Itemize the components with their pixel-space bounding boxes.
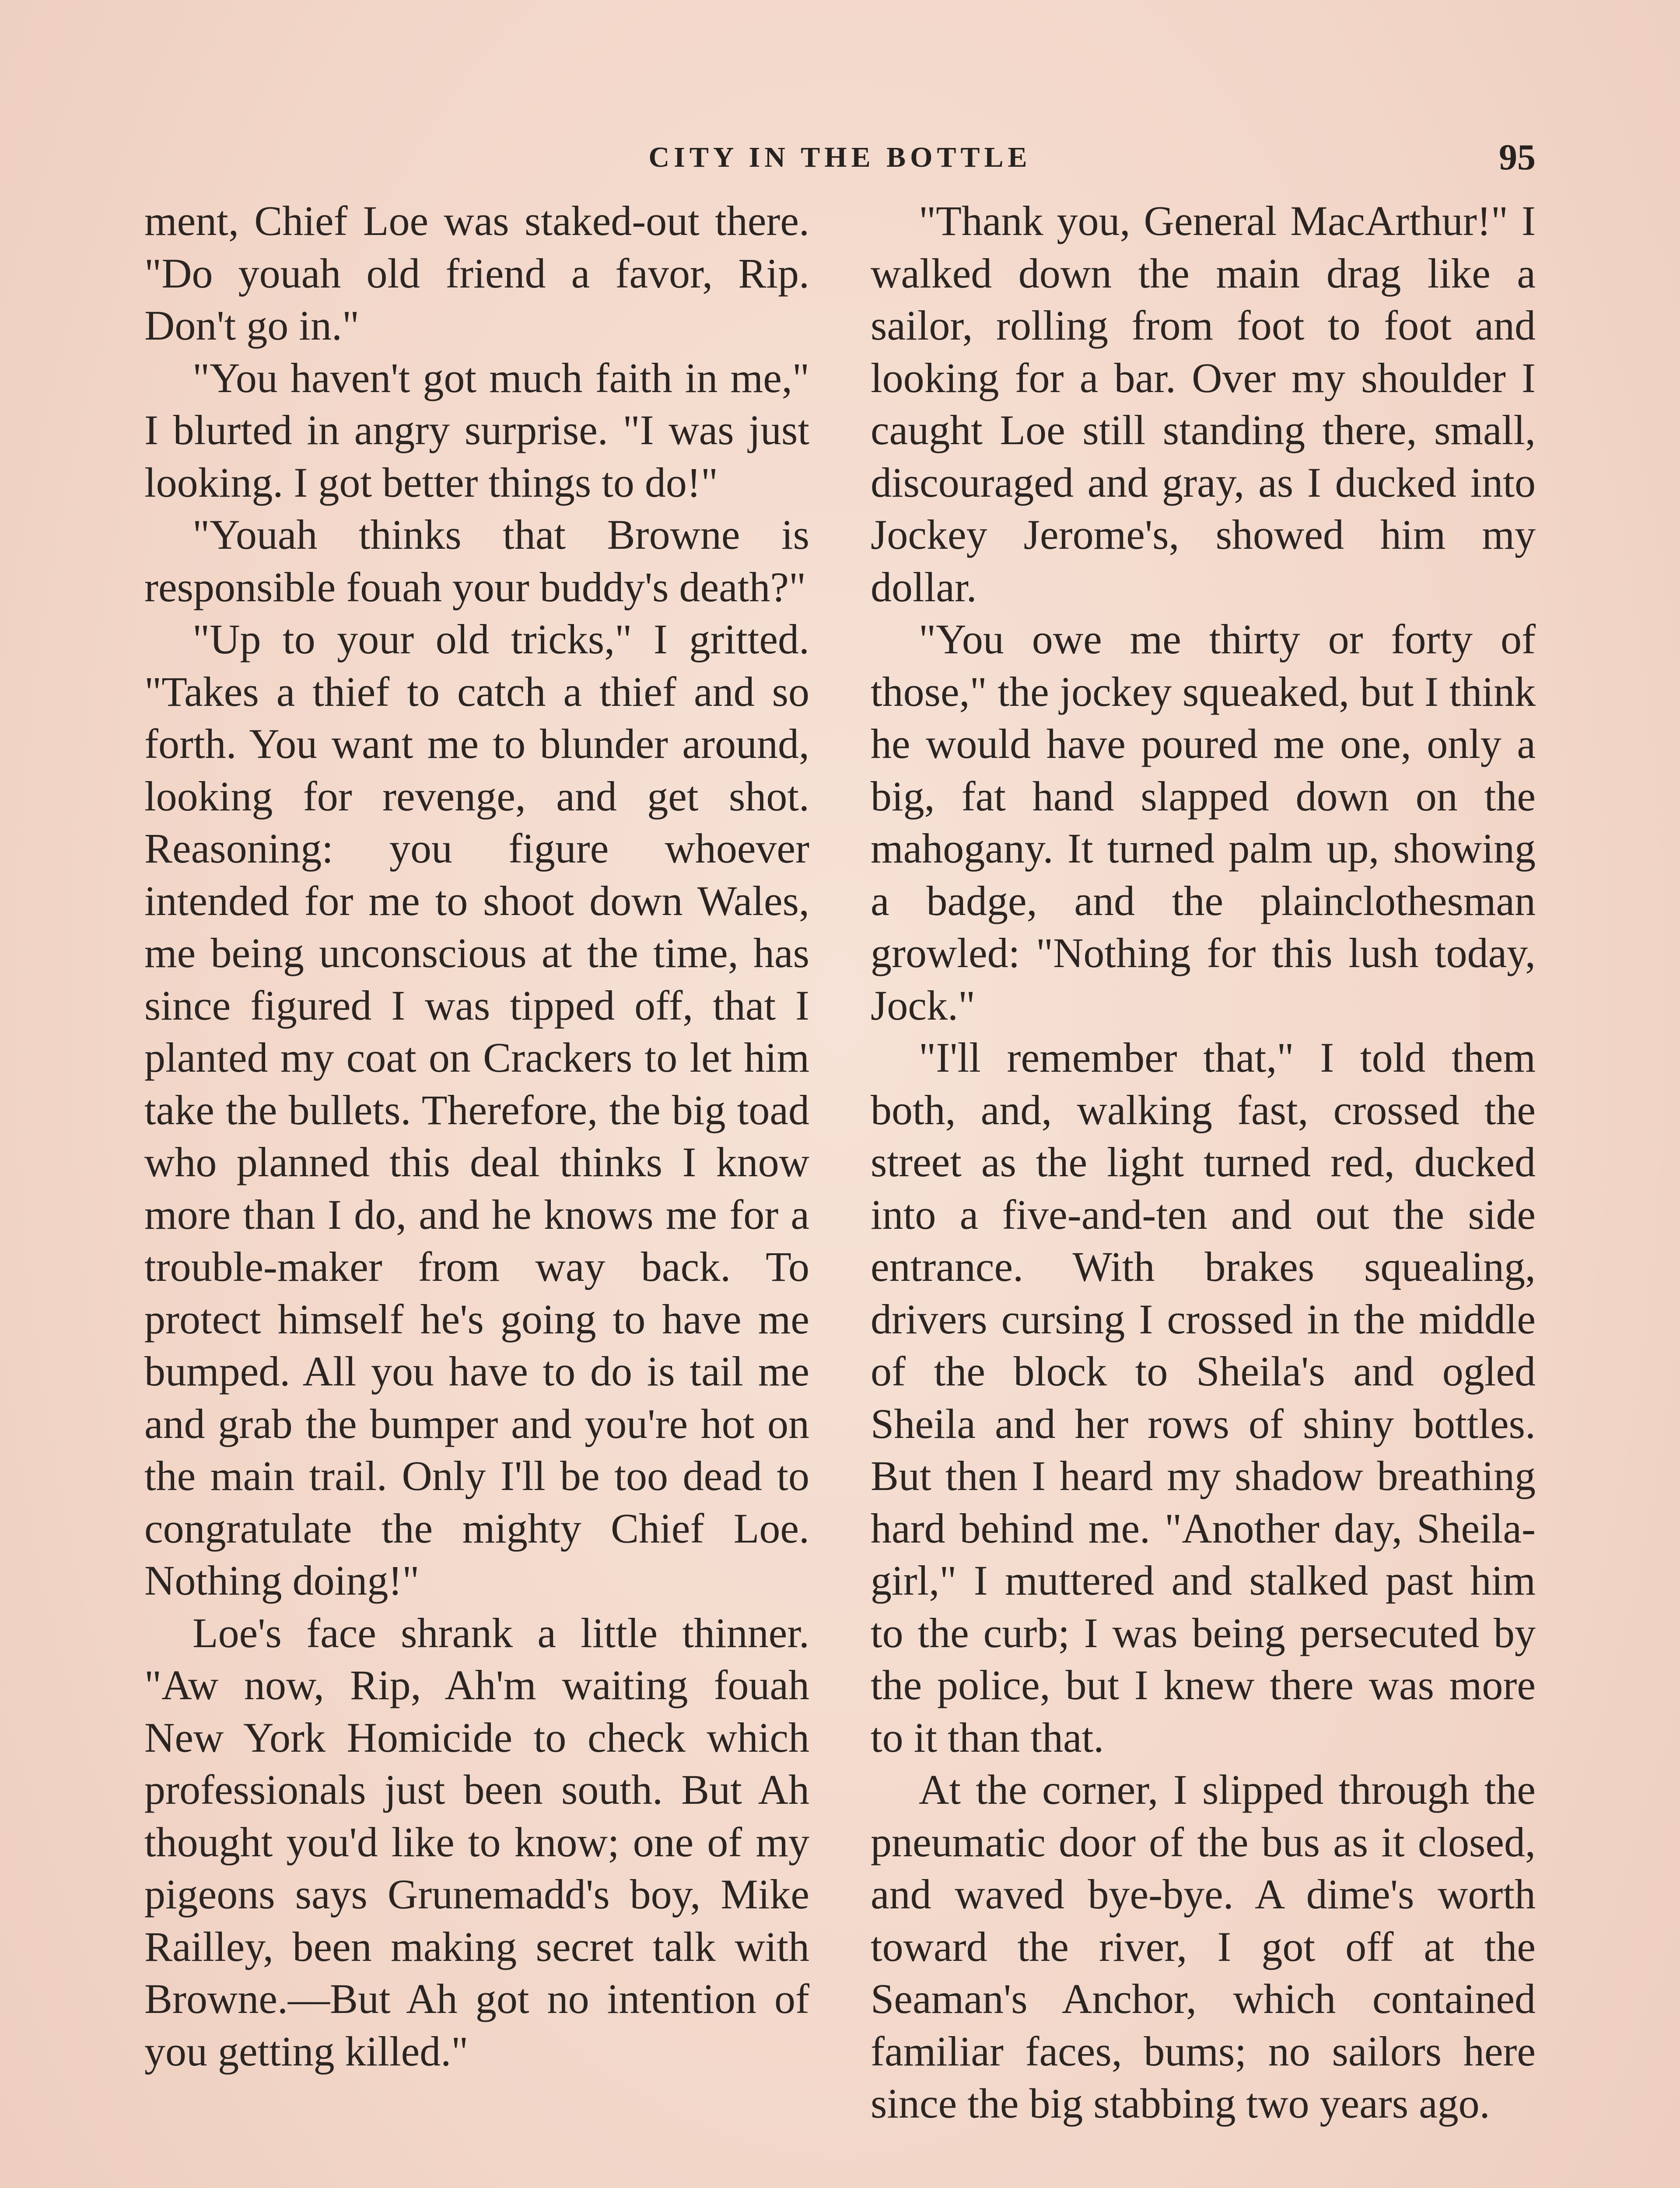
paragraph: "Thank you, General MacArthur!" I walked down the main drag like a sailor, rolling from foot to foot and looking for a bar. Over my shoulder I caught Loe still standing there, small, discouraged and gray, as I ducked into Jockey Jerome's, showed him my dollar. bbox=[871, 197, 1536, 610]
running-title: CITY IN THE BOTTLE bbox=[648, 141, 1032, 173]
left-text-column bbox=[144, 195, 809, 2077]
page-header bbox=[144, 131, 1536, 184]
paragraph: Loe's face shrank a little thinner. "Aw now, Rip, Ah'm waiting fouah New York Homicide to check which professionals just been south. But Ah thought you'd like to know; one of my pigeons says Grunemadd's boy, Mike Railley, been making secret talk with Browne.—But Ah got no intention of you getting killed." bbox=[144, 1609, 809, 2075]
paragraph: "You owe me thirty or forty of those," the jockey squeaked, but I think he would have poured me one, only a big, fat hand slapped down on the mahogany. It turned palm up, showing a badge, and the plainclothesman growled: "Nothing for this lush today, Jock." bbox=[871, 616, 1536, 1029]
paragraph: At the corner, I slipped through the pneumatic door of the bus as it closed, and waved bye-bye. A dime's worth toward the river, I got off at the Seaman's Anchor, which contained familiar faces, bums; no sailors here since the big stabbing two years ago. bbox=[871, 1766, 1536, 2127]
paragraph: ment, Chief Loe was staked-out there. "Do youah old friend a favor, Rip. Don't go in." bbox=[144, 197, 809, 349]
paragraph: "Youah thinks that Browne is responsible fouah your buddy's death?" bbox=[144, 511, 809, 610]
page-number: 95 bbox=[1499, 137, 1536, 178]
paragraph: "Up to your old tricks," I gritted. "Takes a thief to catch a thief and so forth. You want me to blunder around, looking for revenge, and get shot. Reasoning: you figure whoever intended for me to shoot down Wales, me being unconscious at the time, has since figured I was tipped off, that I planted my coat on Crackers to let him take the bullets. Therefore, the big toad who planned this deal thinks I know more than I do, and he knows me for a trouble-maker from way back. To protect himself he's going to have me bumped. All you have to do is tail me and grab the bumper and you're hot on the main trail. Only I'll be too dead to congratulate the mighty Chief Loe. Nothing doing!" bbox=[144, 616, 809, 1604]
paragraph: "I'll remember that," I told them both, and, walking fast, crossed the street as the light turned red, ducked into a five-and-ten and out the side entrance. With brakes squealing, drivers cursing I crossed in the middle of the block to Sheila's and ogled Sheila and her rows of shiny bottles. But then I heard my shadow breathing hard behind me. "Another day, Sheila-girl," I muttered and stalked past him to the curb; I was being persecuted by the police, but I knew there was more to it than that. bbox=[871, 1034, 1536, 1761]
paragraph: "You haven't got much faith in me," I blurted in angry surprise. "I was just looking. I got better things to do!" bbox=[144, 354, 809, 506]
right-text-column bbox=[871, 195, 1536, 2130]
